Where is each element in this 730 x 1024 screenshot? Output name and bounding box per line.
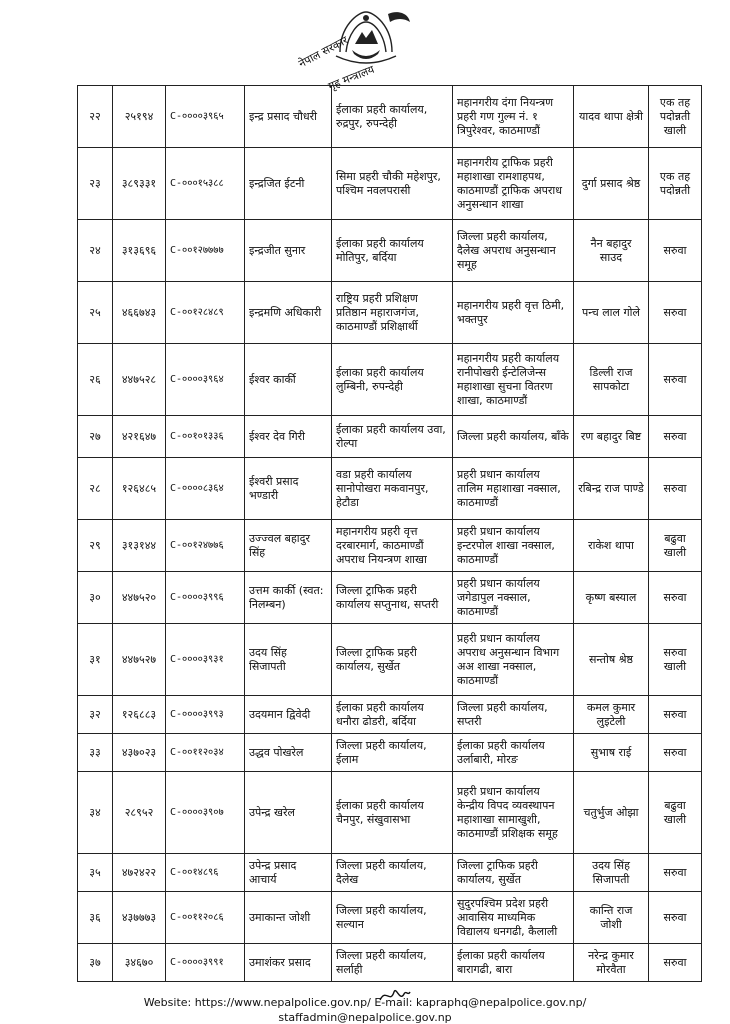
police-id-cell: २८९५२	[113, 772, 166, 854]
table-row	[78, 696, 702, 734]
officer-name-cell: इन्द्रजीत सुनार	[245, 220, 332, 282]
remark-cell: सरुवा	[649, 734, 702, 772]
officer-name-cell: इन्द्र प्रसाद चौधरी	[245, 86, 332, 148]
replacement-officer-cell: दुर्गा प्रसाद श्रेष्ठ	[574, 148, 649, 220]
table-row	[78, 520, 702, 572]
transferred-office-cell: महानगरीय प्रहरी कार्यालय रानीपोखरी ईन्टेलिजेन्स महाशाखा सुचना वितरण शाखा, काठमाण्डौं	[453, 344, 574, 416]
employee-code-cell: C-००१२७७७७	[166, 220, 245, 282]
police-id-cell: ४४७५२०	[113, 572, 166, 624]
transferred-office-cell: जिल्ला प्रहरी कार्यालय, सप्तरी	[453, 696, 574, 734]
officer-name-cell: उद्धव पोखरेल	[245, 734, 332, 772]
employee-code-cell: C-००१२४७७६	[166, 520, 245, 572]
serial-number-cell: २६	[78, 344, 113, 416]
transfer-list-table	[77, 85, 702, 982]
serial-number-cell: २३	[78, 148, 113, 220]
transferred-office-cell: सुदुरपश्चिम प्रदेश प्रहरी आवासिय माध्यमिक विद्यालय धनगढी, कैलाली	[453, 892, 574, 944]
seal-text-home-ministry: गृह मन्त्रालय	[326, 62, 377, 93]
current-office-cell: ईलाका प्रहरी कार्यालय, रुद्रपुर, रुपन्देही	[332, 86, 453, 148]
employee-code-cell: C-००००३९३१	[166, 624, 245, 696]
transferred-office-cell: ईलाका प्रहरी कार्यालय उर्लाबारी, मोरङ	[453, 734, 574, 772]
serial-number-cell: ३१	[78, 624, 113, 696]
transferred-office-cell: महानगरीय ट्राफिक प्रहरी महाशाखा रामशाहपथ, काठमाण्डौं ट्राफिक अपराध अनुसन्धान शाखा	[453, 148, 574, 220]
police-id-cell: १२६८८३	[113, 696, 166, 734]
current-office-cell: ईलाका प्रहरी कार्यालय मोतिपुर, बर्दिया	[332, 220, 453, 282]
current-office-cell: जिल्ला प्रहरी कार्यालय, ईलाम	[332, 734, 453, 772]
table-row	[78, 854, 702, 892]
transferred-office-cell: ईलाका प्रहरी कार्यालय बारागढी, बारा	[453, 944, 574, 982]
remark-cell: सरुवा	[649, 220, 702, 282]
table-row	[78, 344, 702, 416]
police-id-cell: ३४६७०	[113, 944, 166, 982]
current-office-cell: जिल्ला प्रहरी कार्यालय, सर्लाही	[332, 944, 453, 982]
officer-name-cell: ईश्वर देव गिरी	[245, 416, 332, 458]
table-row	[78, 892, 702, 944]
police-id-cell: ४७२४२२	[113, 854, 166, 892]
replacement-officer-cell: नैन बहादुर साउद	[574, 220, 649, 282]
remark-cell: सरुवा	[649, 892, 702, 944]
remark-cell: सरुवा	[649, 944, 702, 982]
transferred-office-cell: महानगरीय दंगा नियन्त्रण प्रहरी गण गुल्म नं. १ त्रिपुरेश्वर, काठमाण्डौं	[453, 86, 574, 148]
table-row	[78, 86, 702, 148]
employee-code-cell: C-००००३९९६	[166, 572, 245, 624]
police-id-cell: ३१३६९६	[113, 220, 166, 282]
serial-number-cell: ३६	[78, 892, 113, 944]
table-row	[78, 572, 702, 624]
replacement-officer-cell: सुभाष राई	[574, 734, 649, 772]
table-row	[78, 734, 702, 772]
remark-cell: बढुवा खाली	[649, 520, 702, 572]
remark-cell: बढुवा खाली	[649, 772, 702, 854]
remark-cell: सरुवा	[649, 416, 702, 458]
remark-cell: एक तह पदोन्नती	[649, 148, 702, 220]
officer-name-cell: ईश्वर कार्की	[245, 344, 332, 416]
current-office-cell: ईलाका प्रहरी कार्यालय उवा, रोल्पा	[332, 416, 453, 458]
police-id-cell: ४३७०२३	[113, 734, 166, 772]
replacement-officer-cell: कृष्ण बस्याल	[574, 572, 649, 624]
footer-contact-line-2: staffadmin@nepalpolice.gov.np	[278, 1011, 452, 1024]
current-office-cell: जिल्ला प्रहरी कार्यालय, सल्यान	[332, 892, 453, 944]
current-office-cell: जिल्ला ट्राफिक प्रहरी कार्यालय, सुर्खेत	[332, 624, 453, 696]
replacement-officer-cell: चतुर्भुज ओझा	[574, 772, 649, 854]
table-row	[78, 458, 702, 520]
serial-number-cell: ३४	[78, 772, 113, 854]
officer-name-cell: उज्ज्वल बहादुर सिंह	[245, 520, 332, 572]
transferred-office-cell: प्रहरी प्रधान कार्यालय इन्टरपोल शाखा नक्साल, काठमाण्डौं	[453, 520, 574, 572]
replacement-officer-cell: डिल्ली राज सापकोटा	[574, 344, 649, 416]
police-id-cell: ४६६७४३	[113, 282, 166, 344]
employee-code-cell: C-००००८३६४	[166, 458, 245, 520]
replacement-officer-cell: रण बहादुर बिष्ट	[574, 416, 649, 458]
police-id-cell: ३८९३३१	[113, 148, 166, 220]
serial-number-cell: ३०	[78, 572, 113, 624]
officer-name-cell: उपेन्द्र खरेल	[245, 772, 332, 854]
table-row	[78, 772, 702, 854]
officer-name-cell: उमाकान्त जोशी	[245, 892, 332, 944]
officer-name-cell: उदयमान द्विवेदी	[245, 696, 332, 734]
remark-cell: एक तह पदोन्नती खाली	[649, 86, 702, 148]
remark-cell: सरुवा	[649, 458, 702, 520]
serial-number-cell: २२	[78, 86, 113, 148]
current-office-cell: राष्ट्रिय प्रहरी प्रशिक्षण प्रतिष्ठान महाराजगंज, काठमाण्डौं प्रशिक्षार्थी	[332, 282, 453, 344]
serial-number-cell: ३५	[78, 854, 113, 892]
remark-cell: सरुवा	[649, 696, 702, 734]
officer-name-cell: इन्द्रजित ईटनी	[245, 148, 332, 220]
transferred-office-cell: प्रहरी प्रधान कार्यालय केन्द्रीय विपद व्यवस्थापन महाशाखा सामाखुशी, काठमाण्डौं प्रशिक्षक समूह	[453, 772, 574, 854]
remark-cell: सरुवा	[649, 854, 702, 892]
transferred-office-cell: महानगरीय प्रहरी वृत्त ठिमी, भक्तपुर	[453, 282, 574, 344]
serial-number-cell: २४	[78, 220, 113, 282]
replacement-officer-cell: राकेश थापा	[574, 520, 649, 572]
replacement-officer-cell: कमल कुमार लुइटेली	[574, 696, 649, 734]
current-office-cell: जिल्ला प्रहरी कार्यालय, दैलेख	[332, 854, 453, 892]
remark-cell: सरुवा	[649, 572, 702, 624]
officer-name-cell: उदय सिंह सिजापती	[245, 624, 332, 696]
serial-number-cell: २५	[78, 282, 113, 344]
footer-contact-line-1: Website: https://www.nepalpolice.gov.np/ E-mail: kapraphq@nepalpolice.gov.np/	[143, 996, 587, 1009]
current-office-cell: ईलाका प्रहरी कार्यालय धनौरा ढोडरी, बर्दिया	[332, 696, 453, 734]
employee-code-cell: C-०००१५३८८	[166, 148, 245, 220]
replacement-officer-cell: यादव थापा क्षेत्री	[574, 86, 649, 148]
employee-code-cell: C-००१४८९६	[166, 854, 245, 892]
employee-code-cell: C-००००३९६५	[166, 86, 245, 148]
employee-code-cell: C-००१०१३३६	[166, 416, 245, 458]
employee-code-cell: C-००००३९९१	[166, 944, 245, 982]
current-office-cell: सिमा प्रहरी चौकी महेशपुर, पश्चिम नवलपरासी	[332, 148, 453, 220]
transferred-office-cell: प्रहरी प्रधान कार्यालय तालिम महाशाखा नक्साल, काठमाण्डौं	[453, 458, 574, 520]
police-id-cell: २५१९४	[113, 86, 166, 148]
transferred-office-cell: प्रहरी प्रधान कार्यालय जगेडापुल नक्साल, काठमाण्डौं	[453, 572, 574, 624]
officer-name-cell: इन्द्रमणि अधिकारी	[245, 282, 332, 344]
serial-number-cell: ३३	[78, 734, 113, 772]
table-row	[78, 220, 702, 282]
remark-cell: सरुवा	[649, 282, 702, 344]
officer-name-cell: उमाशंकर प्रसाद	[245, 944, 332, 982]
remark-cell: सरुवा	[649, 344, 702, 416]
serial-number-cell: २७	[78, 416, 113, 458]
serial-number-cell: २८	[78, 458, 113, 520]
table-row	[78, 282, 702, 344]
employee-code-cell: C-००००३९६४	[166, 344, 245, 416]
police-id-cell: ४३७७७३	[113, 892, 166, 944]
police-id-cell: १२६४८५	[113, 458, 166, 520]
serial-number-cell: ३२	[78, 696, 113, 734]
transferred-office-cell: जिल्ला प्रहरी कार्यालय, बाँके	[453, 416, 574, 458]
current-office-cell: जिल्ला ट्राफिक प्रहरी कार्यालय सप्तुनाथ, सप्तरी	[332, 572, 453, 624]
employee-code-cell: C-००११२०३४	[166, 734, 245, 772]
employee-code-cell: C-००००३९९३	[166, 696, 245, 734]
employee-code-cell: C-००००३९०७	[166, 772, 245, 854]
seal-text-nepal-government: नेपाल सरकार	[296, 33, 351, 71]
officer-name-cell: ईश्वरी प्रसाद भण्डारी	[245, 458, 332, 520]
police-id-cell: ४२१६४७	[113, 416, 166, 458]
transferred-office-cell: जिल्ला ट्राफिक प्रहरी कार्यालय, सुर्खेत	[453, 854, 574, 892]
serial-number-cell: ३७	[78, 944, 113, 982]
replacement-officer-cell: नरेन्द्र कुमार मोरवैता	[574, 944, 649, 982]
officer-name-cell: उत्तम कार्की (स्वत: निलम्बन)	[245, 572, 332, 624]
serial-number-cell: २९	[78, 520, 113, 572]
employee-code-cell: C-००११२०८६	[166, 892, 245, 944]
replacement-officer-cell: रबिन्द्र राज पाण्डे	[574, 458, 649, 520]
replacement-officer-cell: सन्तोष श्रेष्ठ	[574, 624, 649, 696]
transferred-office-cell: प्रहरी प्रधान कार्यालय अपराध अनुसन्धान विभाग अअ शाखा नक्साल, काठमाण्डौं	[453, 624, 574, 696]
police-id-cell: ४४७५२८	[113, 344, 166, 416]
table-row	[78, 944, 702, 982]
remark-cell: सरुवा खाली	[649, 624, 702, 696]
current-office-cell: वडा प्रहरी कार्यालय सानोपोखरा मकवानपुर, हेटौडा	[332, 458, 453, 520]
employee-code-cell: C-००१२८४८९	[166, 282, 245, 344]
table-row	[78, 148, 702, 220]
replacement-officer-cell: पन्च लाल गोले	[574, 282, 649, 344]
police-id-cell: ४४७५२७	[113, 624, 166, 696]
current-office-cell: महानगरीय प्रहरी वृत्त दरबारमार्ग, काठमाण्डौं अपराध नियन्त्रण शाखा	[332, 520, 453, 572]
current-office-cell: ईलाका प्रहरी कार्यालय लुम्बिनी, रुपन्देही	[332, 344, 453, 416]
table-row	[78, 416, 702, 458]
replacement-officer-cell: कान्ति राज जोशी	[574, 892, 649, 944]
police-id-cell: ३१३१४४	[113, 520, 166, 572]
replacement-officer-cell: उदय सिंह सिजापती	[574, 854, 649, 892]
table-row	[78, 624, 702, 696]
current-office-cell: ईलाका प्रहरी कार्यालय चैनपुर, संखुवासभा	[332, 772, 453, 854]
transferred-office-cell: जिल्ला प्रहरी कार्यालय, दैलेख अपराध अनुसन्धान समूह	[453, 220, 574, 282]
officer-name-cell: उपेन्द्र प्रसाद आचार्य	[245, 854, 332, 892]
